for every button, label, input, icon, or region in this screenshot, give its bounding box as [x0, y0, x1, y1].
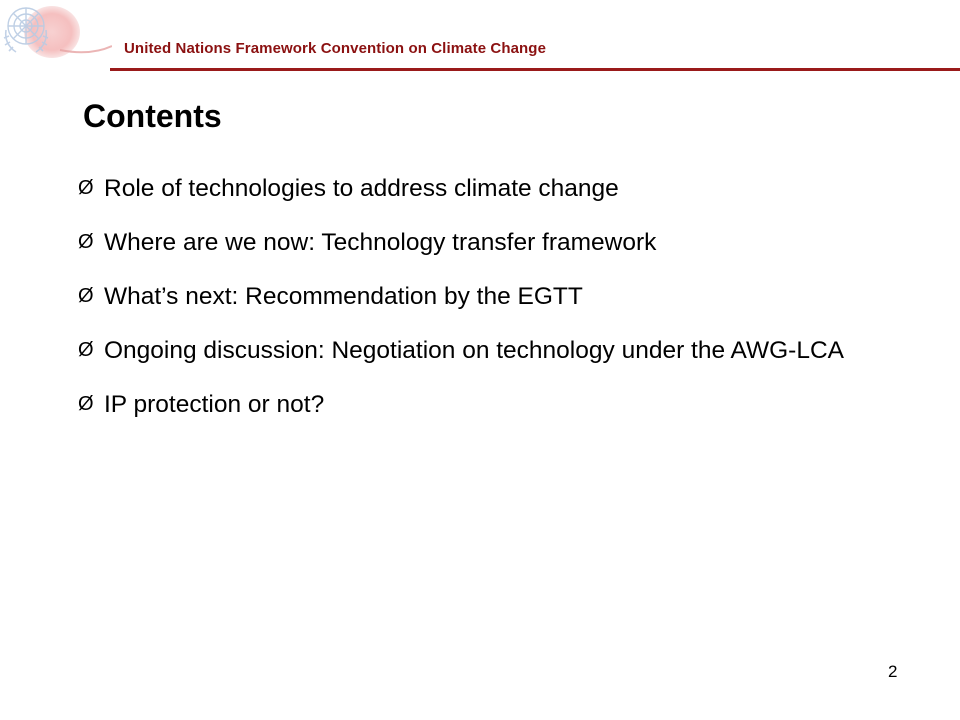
organization-title: United Nations Framework Convention on Climate Change: [124, 40, 547, 57]
list-item-text: What’s next: Recommendation by the EGTT: [104, 283, 583, 310]
arrow-bullet-icon: Ø: [78, 285, 94, 307]
header-divider: [110, 68, 960, 71]
page-number: 2: [888, 662, 898, 681]
contents-list: [78, 172, 923, 442]
arrow-bullet-icon: Ø: [78, 339, 94, 361]
arrow-bullet-icon: Ø: [78, 231, 94, 253]
arrow-bullet-icon: Ø: [78, 177, 94, 199]
arrow-bullet-icon: Ø: [78, 393, 94, 415]
list-item: [78, 172, 923, 205]
un-emblem-icon: [0, 0, 112, 72]
list-item: [78, 388, 923, 421]
list-item: [78, 280, 923, 313]
list-item: [78, 226, 923, 259]
list-item-text: IP protection or not?: [104, 391, 325, 418]
list-item: [78, 334, 923, 367]
slide-title: Contents: [83, 98, 222, 134]
list-item-text: Role of technologies to address climate change: [104, 175, 619, 202]
list-item-text: Ongoing discussion: Negotiation on technology under the AWG-LCA: [104, 337, 844, 364]
list-item-text: Where are we now: Technology transfer framework: [104, 229, 657, 256]
